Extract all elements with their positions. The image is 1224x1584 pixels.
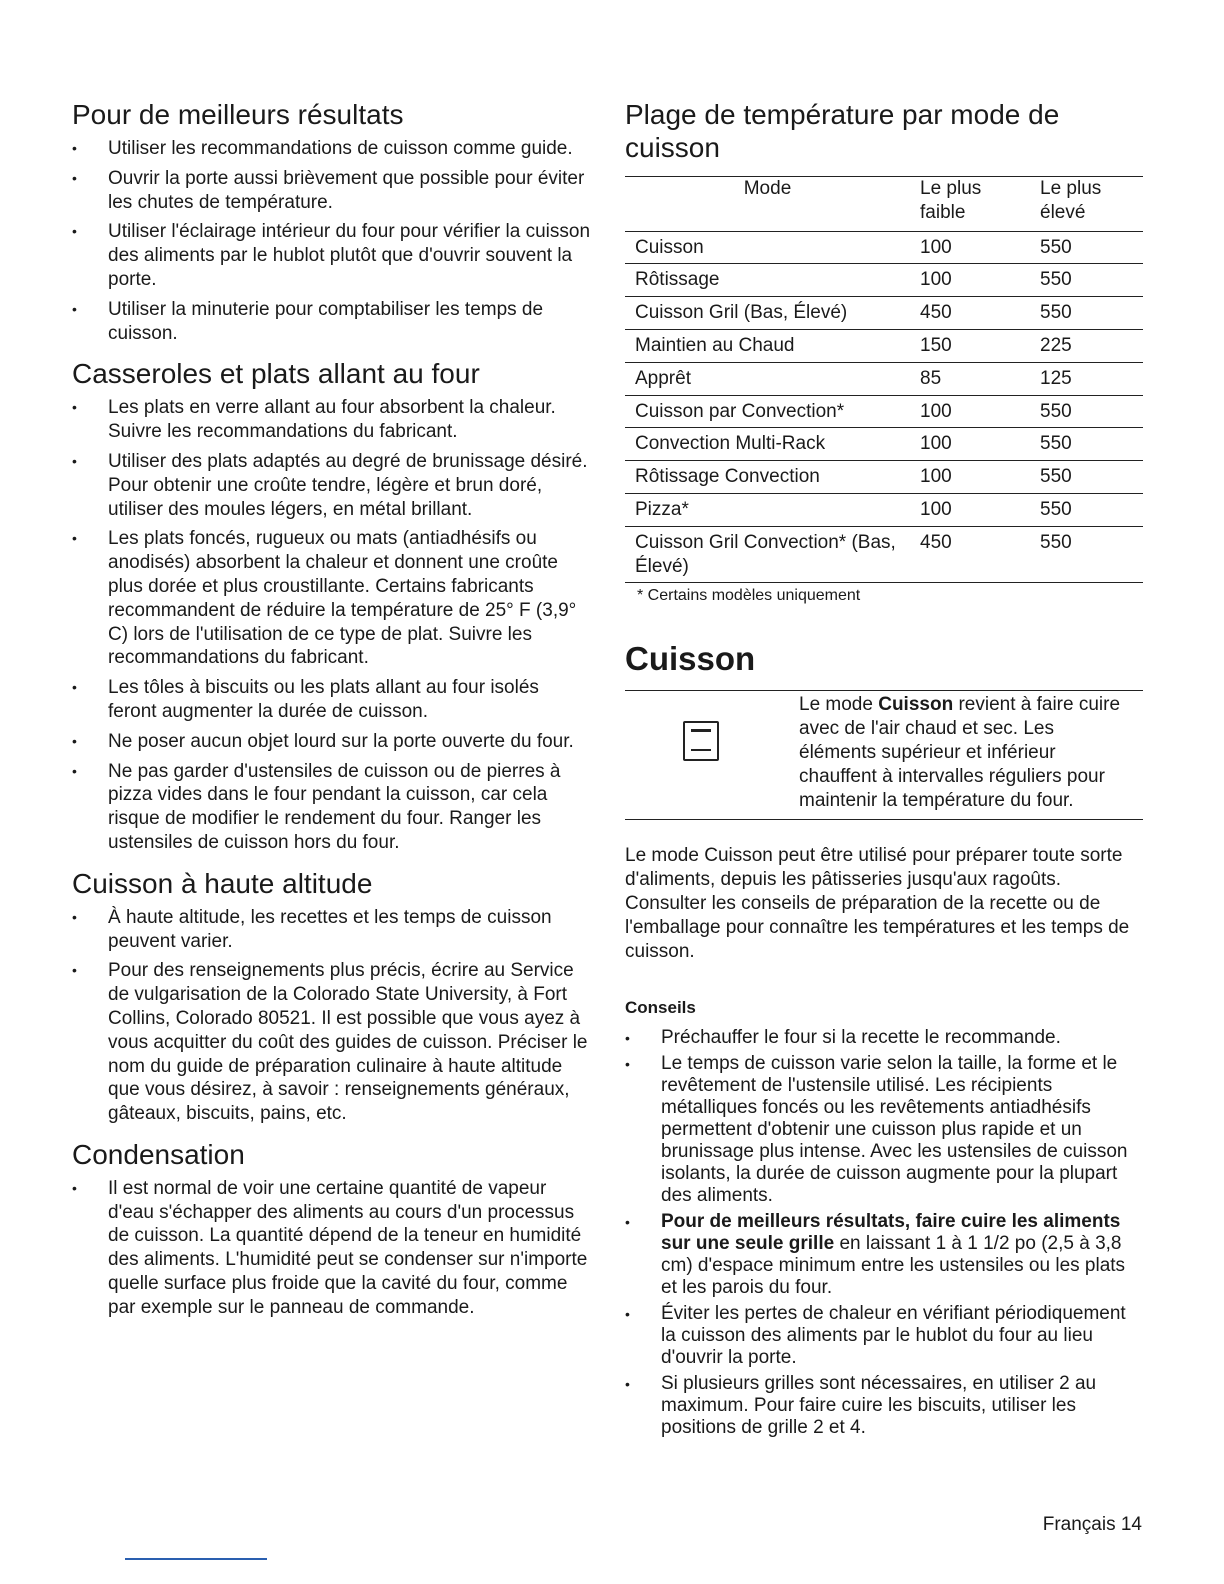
- dishes-list: [72, 396, 592, 854]
- cell-high: 550: [1040, 531, 1072, 553]
- list-item: • Si plusieurs grilles sont nécessaires, en utiliser 2 au maximum. Pour faire cuire les biscuits, utiliser les positions de grille 2 et 4.: [625, 1373, 1143, 1439]
- table-row: [625, 362, 1143, 395]
- list-item: • Utiliser la minuterie pour comptabiliser les temps de cuisson.: [72, 298, 592, 346]
- cell-mode: Rôtissage Convection: [635, 466, 820, 488]
- table-row: [625, 329, 1143, 362]
- cell-mode: Convection Multi-Rack: [635, 433, 826, 455]
- cell-high: 550: [1040, 498, 1072, 520]
- condensation-section: [72, 1138, 592, 1320]
- list-item: • Ouvrir la porte aussi brièvement que possible pour éviter les chutes de température.: [72, 167, 592, 215]
- temperature-table: [625, 176, 1143, 583]
- cell-high: 550: [1040, 236, 1072, 258]
- altitude-section: [72, 867, 592, 1126]
- cell-mode: Pizza*: [635, 498, 689, 520]
- page-footer: Français 14: [1042, 1514, 1142, 1535]
- dishes-section: [72, 357, 592, 854]
- table-row: [625, 428, 1143, 461]
- footer-divider: [125, 1558, 267, 1560]
- left-column: [72, 98, 592, 1332]
- list-item: • Utiliser l'éclairage intérieur du four pour vérifier la cuisson des aliments par le hublot plutôt que d'ouvrir souvent la porte.: [72, 220, 592, 291]
- table-row: [625, 493, 1143, 526]
- cell-low: 450: [920, 531, 952, 553]
- cell-low: 100: [920, 498, 952, 520]
- condensation-list: [72, 1177, 592, 1320]
- header-mode: Mode: [743, 178, 792, 199]
- bake-intro-text: Le mode Cuisson revient à faire cuire avec de l'air chaud et sec. Les éléments supérieur et inférieur chauffent à intervalles réguliers pour maintenir la température du four.: [799, 694, 1121, 811]
- list-item: • Il est normal de voir une certaine quantité de vapeur d'eau s'échapper des aliments au cours d'un processus de cuisson. La quantité dépend de la teneur en humidité des aliments. L'humidité peut se condenser sur n'importe quelle surface plus froide que la cavité du four, comme par exemple sur le panneau de commande.: [72, 1177, 592, 1320]
- altitude-list: [72, 906, 592, 1126]
- cell-mode: Cuisson Gril Convection* (Bas, Élevé): [635, 531, 896, 577]
- list-item: • Les plats en verre allant au four absorbent la chaleur. Suivre les recommandations du fabricant.: [72, 396, 592, 444]
- cell-low: 100: [920, 433, 952, 455]
- bake-description: Le mode Cuisson peut être utilisé pour préparer toute sorte d'aliments, depuis les pâtisseries jusqu'aux ragoûts. Consulter les conseils de préparation de la recette ou de l'emballage pour connaître les températures et les temps de cuisson.: [625, 845, 1130, 962]
- bake-intro-box: [625, 690, 1143, 820]
- list-item: • Pour des renseignements plus précis, écrire au Service de vulgarisation de la Colorado State University, à Fort Collins, Colorado 80521. Il est possible que vous ayez à vous acquitter du coût des guides de cuisson. Préciser le nom du guide de préparation culinaire à haute altitude que vous désirez, à savoir : renseignements généraux, gâteaux, biscuits, pains, etc.: [72, 959, 592, 1126]
- table-header-row: [625, 177, 1143, 232]
- cell-high: 225: [1040, 334, 1072, 356]
- cell-low: 100: [920, 466, 952, 488]
- list-item: • Pour de meilleurs résultats, faire cuire les aliments sur une seule grille en laissant 1 à 1 1/2 po (2,5 à 3,8 cm) d'espace minimum entre les ustensiles ou les plats et les parois du four.: [625, 1211, 1143, 1299]
- cell-high: 550: [1040, 269, 1072, 291]
- list-item: • Utiliser des plats adaptés au degré de brunissage désiré. Pour obtenir une croûte tendre, légère et brun doré, utiliser des moules légers, en métal brillant.: [72, 450, 592, 521]
- cell-mode: Maintien au Chaud: [635, 334, 795, 356]
- list-item: • Les tôles à biscuits ou les plats allant au four isolés feront augmenter la durée de cuisson.: [72, 676, 592, 724]
- bake-heading: Cuisson: [625, 640, 756, 678]
- condensation-heading: Condensation: [72, 1138, 245, 1170]
- header-highest: Le plus élevé: [1040, 178, 1102, 223]
- table-row: [625, 461, 1143, 494]
- cell-mode: Rôtissage: [635, 269, 720, 291]
- list-item: • Ne poser aucun objet lourd sur la porte ouverte du four.: [72, 730, 592, 754]
- cell-mode: Cuisson par Convection*: [635, 400, 845, 422]
- right-column: [625, 98, 1143, 1443]
- cell-low: 450: [920, 302, 952, 324]
- table-row: [625, 395, 1143, 428]
- temperature-range-heading: Plage de température par mode de cuisson: [625, 99, 1060, 163]
- table-footnote: * Certains modèles uniquement: [637, 587, 861, 605]
- list-item: • À haute altitude, les recettes et les temps de cuisson peuvent varier.: [72, 906, 592, 954]
- best-results-heading: Pour de meilleurs résultats: [72, 99, 404, 130]
- list-item: • Utiliser les recommandations de cuisson comme guide.: [72, 137, 592, 161]
- cell-low: 100: [920, 400, 952, 422]
- table-row: [625, 526, 1143, 583]
- tips-list: [625, 1027, 1143, 1439]
- dishes-heading: Casseroles et plats allant au four: [72, 358, 480, 390]
- cell-low: 100: [920, 236, 952, 258]
- bake-mode-name: Cuisson: [878, 694, 954, 716]
- list-item: • Ne pas garder d'ustensiles de cuisson ou de pierres à pizza vides dans le four pendant la cuisson, car cela risque de modifier le rendement du four. Ranger les ustensiles de cuisson hors du four.: [72, 760, 592, 855]
- table-row: [625, 297, 1143, 330]
- cell-mode: Cuisson Gril (Bas, Élevé): [635, 302, 848, 324]
- best-results-list: [72, 137, 592, 345]
- list-item: • Le temps de cuisson varie selon la taille, la forme et le revêtement de l'ustensile utilisé. Les récipients métalliques foncés ou les revêtements antiadhésifs permettent d'obtenir une cuisson plus rapide et un brunissage plus intense. Avec les ustensiles de cuisson isolants, la durée de cuisson augmente pour la plupart des aliments.: [625, 1053, 1143, 1207]
- altitude-heading: Cuisson à haute altitude: [72, 867, 373, 899]
- cell-high: 550: [1040, 302, 1072, 324]
- list-item: • Les plats foncés, rugueux ou mats (antiadhésifs ou anodisés) absorbent la chaleur et donnent une croûte plus dorée et plus croustillante. Certains fabricants recommandent de réduire la température de 25° F (3,9° C) lors de l'utilisation de ce type de plat. Suivre les recommandations du fabricant.: [72, 527, 592, 670]
- cell-high: 550: [1040, 433, 1072, 455]
- table-row: [625, 264, 1143, 297]
- cell-high: 550: [1040, 400, 1072, 422]
- cell-low: 85: [920, 367, 942, 389]
- oven-bake-icon: [683, 721, 719, 761]
- cell-low: 100: [920, 269, 952, 291]
- header-lowest: Le plus faible: [920, 178, 982, 223]
- best-results-section: [72, 98, 592, 345]
- cell-mode: Apprêt: [635, 367, 691, 389]
- tips-heading: Conseils: [625, 998, 696, 1018]
- cell-high: 125: [1040, 367, 1072, 389]
- cell-high: 550: [1040, 466, 1072, 488]
- table-row: [625, 231, 1143, 264]
- list-item: • Éviter les pertes de chaleur en vérifiant périodiquement la cuisson des aliments par le hublot du four au lieu d'ouvrir la porte.: [625, 1303, 1143, 1369]
- list-item: • Préchauffer le four si la recette le recommande.: [625, 1027, 1143, 1049]
- cell-low: 150: [920, 334, 952, 356]
- cell-mode: Cuisson: [635, 236, 704, 258]
